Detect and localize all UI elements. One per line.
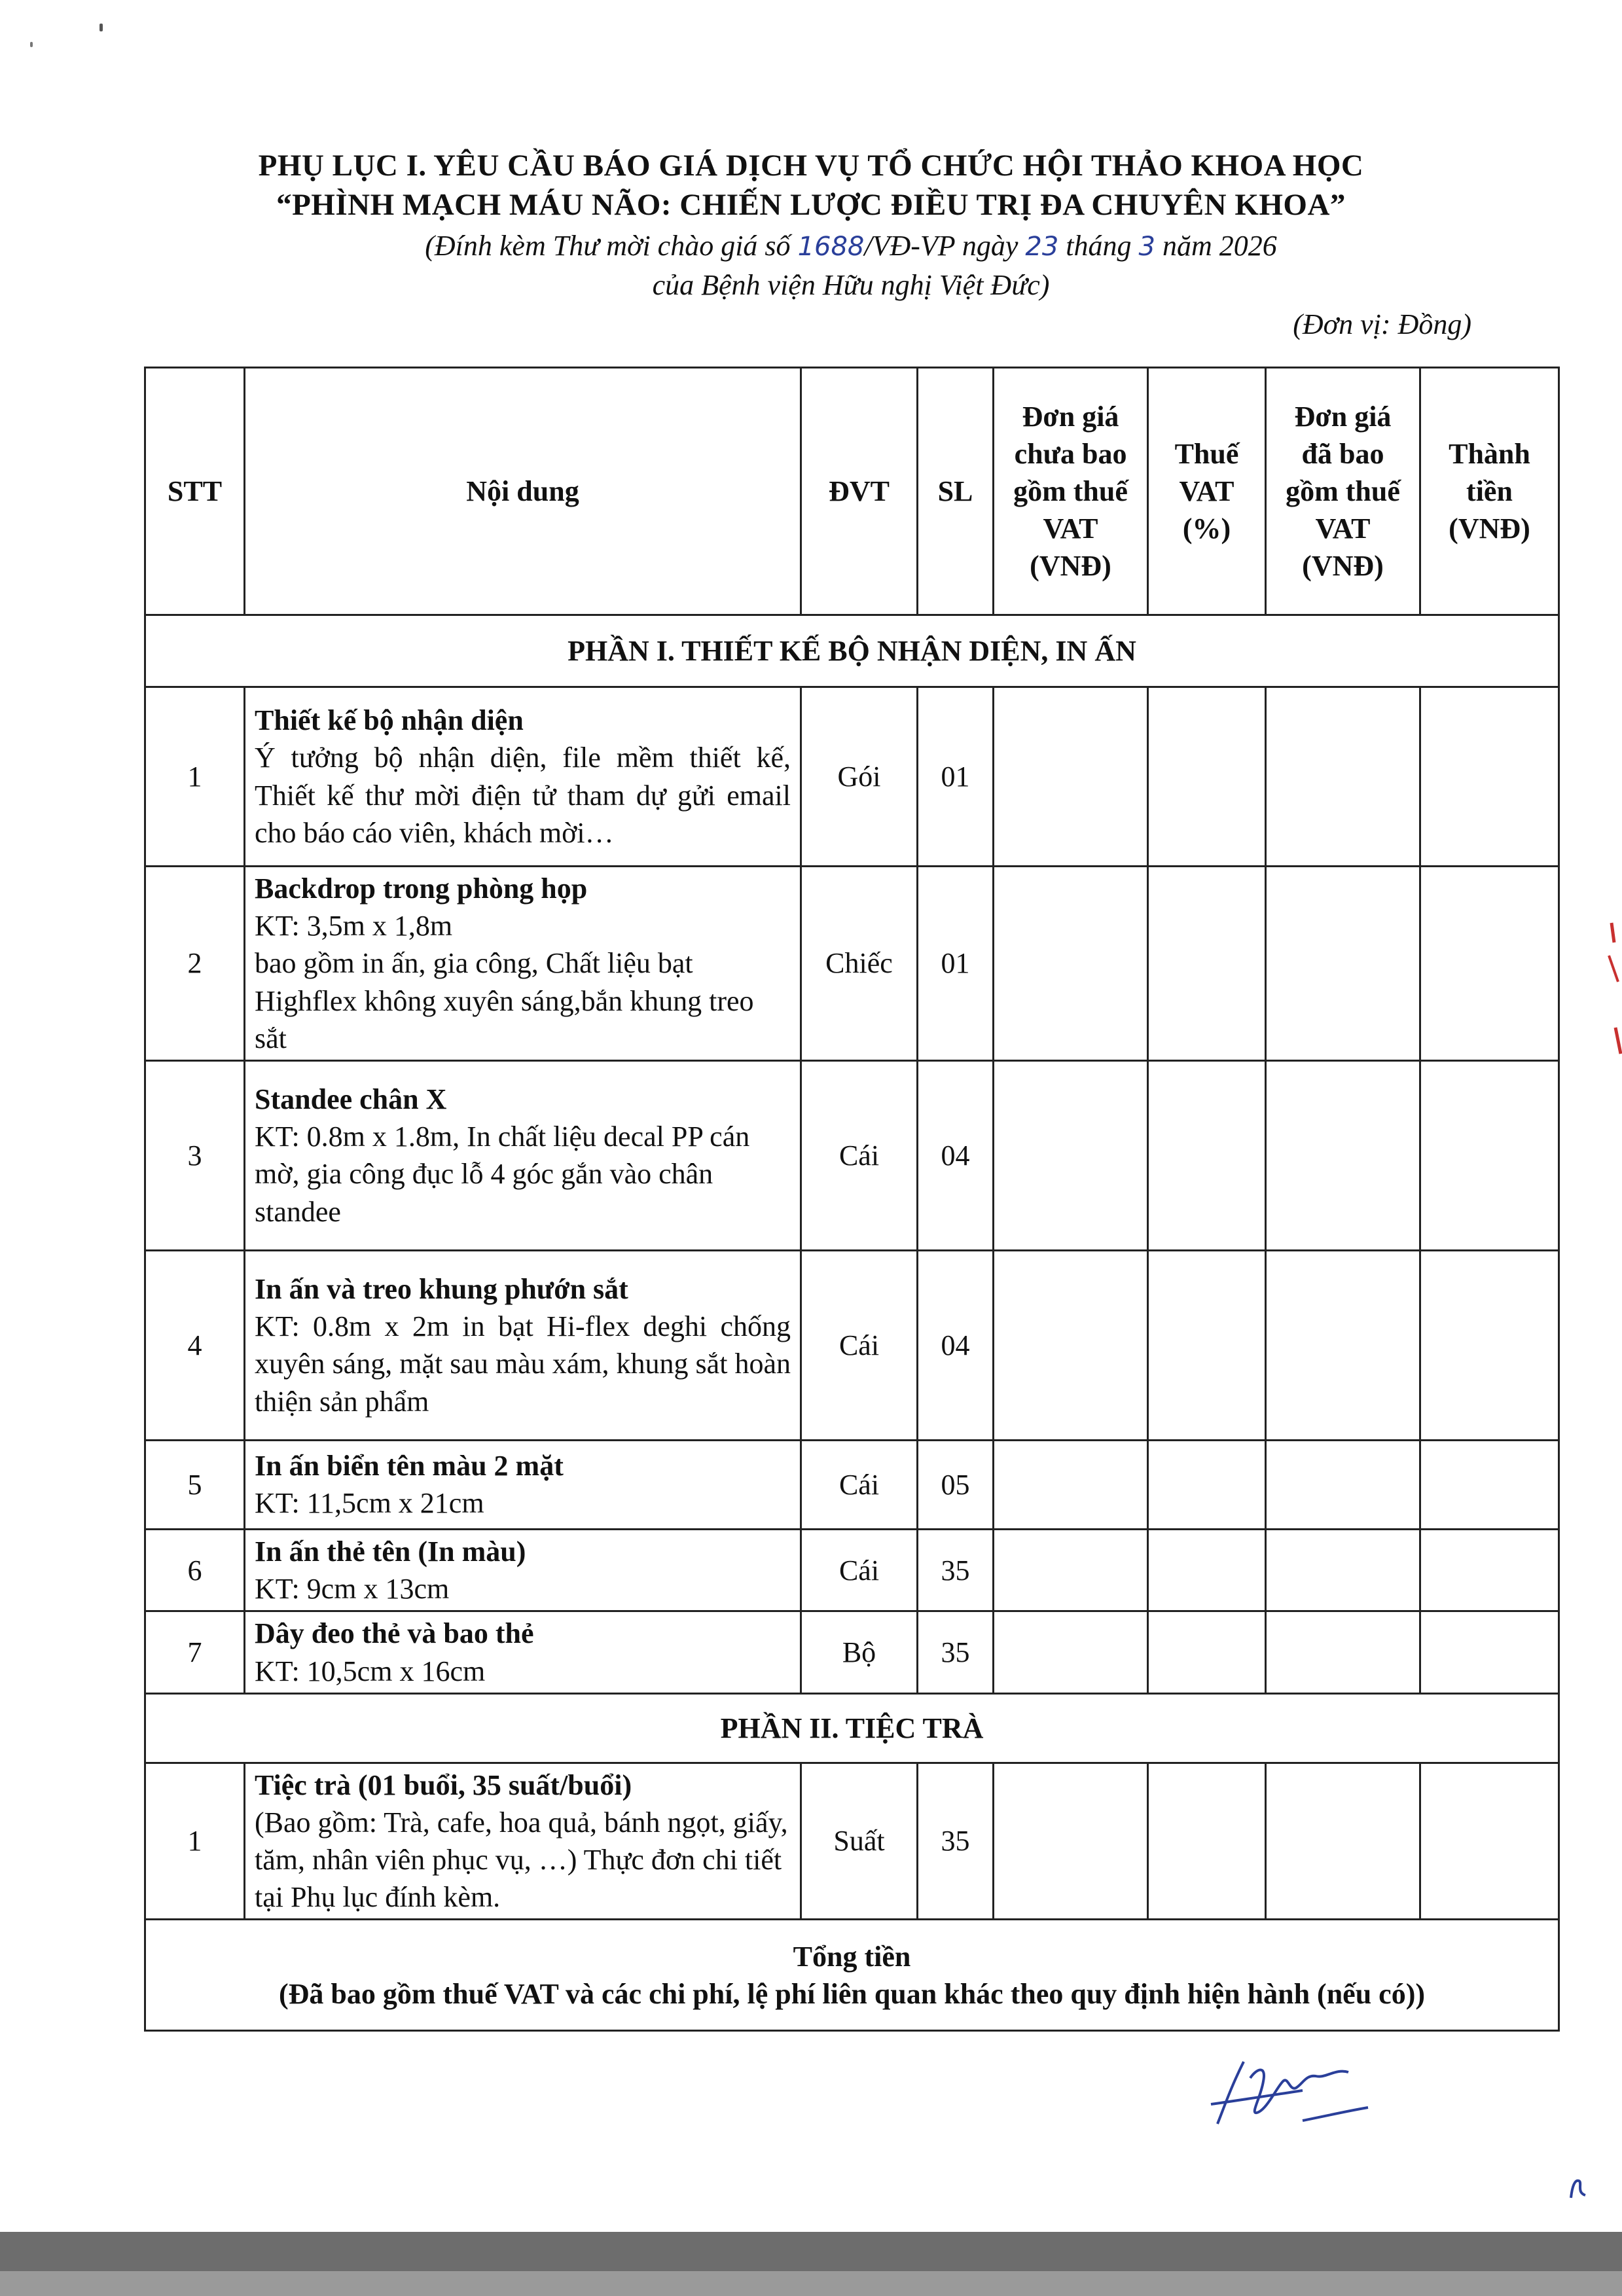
- row-unit: Bộ: [801, 1611, 918, 1693]
- row-qty: 04: [918, 1250, 994, 1440]
- row-vat: [1148, 1060, 1266, 1250]
- row-vat: [1148, 867, 1266, 1061]
- table-row: [145, 1440, 1559, 1529]
- row-price-incl-vat: [1266, 1440, 1420, 1529]
- row-unit: Cái: [801, 1440, 918, 1529]
- item-title: Dây đeo thẻ và bao thẻ: [255, 1617, 534, 1650]
- edge-stamp-marks: [1592, 916, 1622, 1067]
- row-unit: Chiếc: [801, 867, 918, 1061]
- row-price-incl-vat: [1266, 1529, 1420, 1611]
- item-title: Tiệc trà (01 buổi, 35 suất/buổi): [255, 1768, 632, 1801]
- row-content: [245, 1060, 801, 1250]
- row-stt: 7: [145, 1611, 245, 1693]
- reference-text: (Đính kèm Thư mời chào giá số: [425, 230, 798, 262]
- row-vat: [1148, 1250, 1266, 1440]
- item-description: KT: 9cm x 13cm: [255, 1573, 450, 1605]
- col-stt: STT: [145, 368, 245, 615]
- row-price-excl-vat: [994, 1763, 1148, 1920]
- document-title-line1: PHỤ LỤC I. YÊU CẦU BÁO GIÁ DỊCH VỤ TỔ CHỨC HỘI THẢO KHOA HỌC: [258, 149, 1364, 183]
- row-vat: [1148, 1529, 1266, 1611]
- table-row: [145, 1060, 1559, 1250]
- row-content: [245, 687, 801, 867]
- row-content: [245, 1763, 801, 1920]
- reference-text: /VĐ-VP ngày: [864, 230, 1026, 262]
- total-row: [145, 1920, 1559, 2031]
- row-price-incl-vat: [1266, 1060, 1420, 1250]
- row-price-excl-vat: [994, 1060, 1148, 1250]
- row-vat: [1148, 1440, 1266, 1529]
- row-content: [245, 1440, 801, 1529]
- row-vat: [1148, 687, 1266, 867]
- scan-speck: [99, 24, 103, 31]
- scanner-edge-band: [0, 2232, 1622, 2271]
- row-amount: [1420, 1440, 1559, 1529]
- quote-table: [144, 367, 1560, 2032]
- table-row: [145, 867, 1559, 1061]
- col-price-excl-vat: Đơn giá chưa bao gồm thuế VAT (VNĐ): [994, 368, 1148, 615]
- row-vat: [1148, 1763, 1266, 1920]
- item-title: Standee chân X: [255, 1083, 447, 1116]
- row-price-incl-vat: [1266, 1763, 1420, 1920]
- col-unit: ĐVT: [801, 368, 918, 615]
- row-content: [245, 867, 801, 1061]
- col-content: Nội dung: [245, 368, 801, 615]
- document-title-line2: “PHÌNH MẠCH MÁU NÃO: CHIẾN LƯỢC ĐIỀU TRỊ ĐA CHUYÊN KHOA”: [276, 188, 1346, 222]
- row-unit: Suất: [801, 1763, 918, 1920]
- currency-unit: (Đơn vị: Đồng): [1293, 308, 1471, 340]
- initial-mark: [1566, 2173, 1592, 2202]
- item-description: KT: 11,5cm x 21cm: [255, 1487, 484, 1520]
- row-qty: 01: [918, 867, 994, 1061]
- row-amount: [1420, 1250, 1559, 1440]
- row-content: [245, 1250, 801, 1440]
- table-header-row: [145, 368, 1559, 615]
- row-unit: Cái: [801, 1529, 918, 1611]
- row-price-excl-vat: [994, 1440, 1148, 1529]
- row-unit: Cái: [801, 1060, 918, 1250]
- item-description: KT: 0.8m x 2m in bạt Hi-flex deghi chống xuyên sáng, mặt sau màu xám, khung sắt hoàn thiện sản phẩm: [255, 1310, 791, 1418]
- row-unit: Gói: [801, 687, 918, 867]
- row-content: [245, 1529, 801, 1611]
- row-amount: [1420, 1611, 1559, 1693]
- handwritten-day: 23: [1025, 232, 1059, 262]
- row-qty: 01: [918, 687, 994, 867]
- table-row: [145, 1763, 1559, 1920]
- section-row: [145, 1693, 1559, 1763]
- row-amount: [1420, 1763, 1559, 1920]
- row-price-excl-vat: [994, 1529, 1148, 1611]
- row-price-excl-vat: [994, 867, 1148, 1061]
- col-price-incl-vat: Đơn giá đã bao gồm thuế VAT (VNĐ): [1266, 368, 1420, 615]
- scan-speck: [30, 42, 33, 47]
- section-title: PHẦN I. THIẾT KẾ BỘ NHẬN DIỆN, IN ẤN: [145, 615, 1559, 687]
- item-description: (Bao gồm: Trà, cafe, hoa quả, bánh ngọt, giấy, tăm, nhân viên phục vụ, …) Thực đơn chi tiết tại Phụ lục đính kèm.: [255, 1806, 788, 1914]
- reference-text: năm 2026: [1155, 230, 1277, 262]
- row-price-incl-vat: [1266, 1250, 1420, 1440]
- item-title: Backdrop trong phòng họp: [255, 872, 588, 905]
- row-amount: [1420, 867, 1559, 1061]
- table-row: [145, 1611, 1559, 1693]
- issuer-line: của Bệnh viện Hữu nghị Việt Đức): [652, 269, 1050, 301]
- row-stt: 2: [145, 867, 245, 1061]
- row-qty: 05: [918, 1440, 994, 1529]
- item-description: Ý tưởng bộ nhận diện, file mềm thiết kế, Thiết kế thư mời điện tử tham dự gửi email cho báo cáo viên, khách mời…: [255, 742, 791, 849]
- row-price-excl-vat: [994, 687, 1148, 867]
- handwritten-month: 3: [1138, 232, 1155, 262]
- table-row: [145, 1529, 1559, 1611]
- col-qty: SL: [918, 368, 994, 615]
- total-label: Tổng tiền: [793, 1940, 911, 1973]
- row-stt: 5: [145, 1440, 245, 1529]
- row-qty: 35: [918, 1763, 994, 1920]
- row-amount: [1420, 1529, 1559, 1611]
- item-description: KT: 3,5m x 1,8m bao gồm in ấn, gia công, Chất liệu bạt Highflex không xuyên sáng,bắn khung treo sắt: [255, 910, 754, 1054]
- signature-image: [1204, 2042, 1427, 2134]
- total-cell: [145, 1920, 1559, 2031]
- total-note: (Đã bao gồm thuế VAT và các chi phí, lệ phí liên quan khác theo quy định hiện hành (nếu có)): [278, 1977, 1426, 2010]
- row-vat: [1148, 1611, 1266, 1693]
- table-row: [145, 687, 1559, 867]
- scanner-edge-band: [0, 2271, 1622, 2296]
- reference-text: tháng: [1058, 230, 1139, 262]
- row-qty: 35: [918, 1529, 994, 1611]
- col-amount: Thành tiền (VNĐ): [1420, 368, 1559, 615]
- table-row: [145, 1250, 1559, 1440]
- row-price-incl-vat: [1266, 1611, 1420, 1693]
- row-stt: 1: [145, 687, 245, 867]
- section-row: [145, 615, 1559, 687]
- item-title: In ấn thẻ tên (In màu): [255, 1535, 526, 1568]
- item-title: Thiết kế bộ nhận diện: [255, 704, 524, 737]
- row-price-incl-vat: [1266, 867, 1420, 1061]
- row-unit: Cái: [801, 1250, 918, 1440]
- row-stt: 3: [145, 1060, 245, 1250]
- row-amount: [1420, 1060, 1559, 1250]
- row-stt: 6: [145, 1529, 245, 1611]
- row-price-excl-vat: [994, 1611, 1148, 1693]
- section-title: PHẦN II. TIỆC TRÀ: [145, 1693, 1559, 1763]
- item-description: KT: 10,5cm x 16cm: [255, 1655, 486, 1687]
- handwritten-number: 1688: [797, 232, 865, 262]
- row-stt: 1: [145, 1763, 245, 1920]
- col-vat: Thuế VAT (%): [1148, 368, 1266, 615]
- item-description: KT: 0.8m x 1.8m, In chất liệu decal PP cán mờ, gia công đục lỗ 4 góc gắn vào chân standee: [255, 1121, 750, 1228]
- row-content: [245, 1611, 801, 1693]
- item-title: In ấn và treo khung phướn sắt: [255, 1273, 628, 1306]
- row-qty: 04: [918, 1060, 994, 1250]
- attachment-reference: [0, 229, 1622, 262]
- item-title: In ấn biển tên màu 2 mặt: [255, 1450, 564, 1482]
- row-amount: [1420, 687, 1559, 867]
- row-stt: 4: [145, 1250, 245, 1440]
- row-price-excl-vat: [994, 1250, 1148, 1440]
- row-qty: 35: [918, 1611, 994, 1693]
- row-price-incl-vat: [1266, 687, 1420, 867]
